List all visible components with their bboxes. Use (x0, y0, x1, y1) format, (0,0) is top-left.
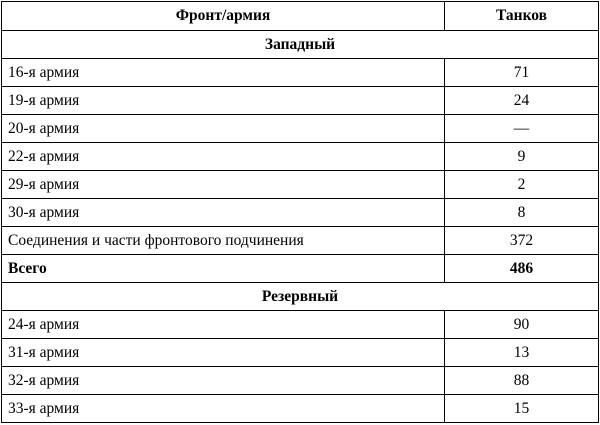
table-row (2, 339, 599, 367)
tanks-table (1, 1, 599, 423)
row-name: 20-я армия (2, 115, 445, 143)
row-name: 30-я армия (2, 199, 445, 227)
row-name: 33-я армия (2, 395, 445, 423)
row-name: 29-я армия (2, 171, 445, 199)
row-name: 16-я армия (2, 59, 445, 87)
row-value: 13 (445, 339, 599, 367)
table-row (2, 367, 599, 395)
header-row (2, 2, 599, 31)
row-value: 88 (445, 367, 599, 395)
table-row (2, 59, 599, 87)
table-row (2, 227, 599, 255)
column-header-front: Фронт/армия (2, 2, 445, 31)
row-value: 15 (445, 395, 599, 423)
table-row (2, 311, 599, 339)
row-name: 22-я армия (2, 143, 445, 171)
column-header-tanks: Танков (445, 2, 599, 31)
table-row (2, 87, 599, 115)
row-value: 24 (445, 87, 599, 115)
table-row (2, 115, 599, 143)
total-value: 486 (445, 255, 599, 283)
row-value: 8 (445, 199, 599, 227)
section-row (2, 283, 599, 311)
row-name: 31-я армия (2, 339, 445, 367)
section-title-western: Западный (2, 31, 599, 59)
section-row (2, 31, 599, 59)
table-row (2, 171, 599, 199)
table-row (2, 395, 599, 423)
row-value: 71 (445, 59, 599, 87)
row-value: 90 (445, 311, 599, 339)
total-label: Всего (2, 255, 445, 283)
total-row (2, 255, 599, 283)
row-name: Соединения и части фронтового подчинения (2, 227, 445, 255)
row-name: 19-я армия (2, 87, 445, 115)
row-name: 32-я армия (2, 367, 445, 395)
row-value: 9 (445, 143, 599, 171)
table-row (2, 199, 599, 227)
row-value: 2 (445, 171, 599, 199)
table-container (1, 1, 598, 423)
row-name: 24-я армия (2, 311, 445, 339)
row-value: 372 (445, 227, 599, 255)
table-row (2, 143, 599, 171)
row-value: — (445, 115, 599, 143)
section-title-reserve: Резервный (2, 283, 599, 311)
